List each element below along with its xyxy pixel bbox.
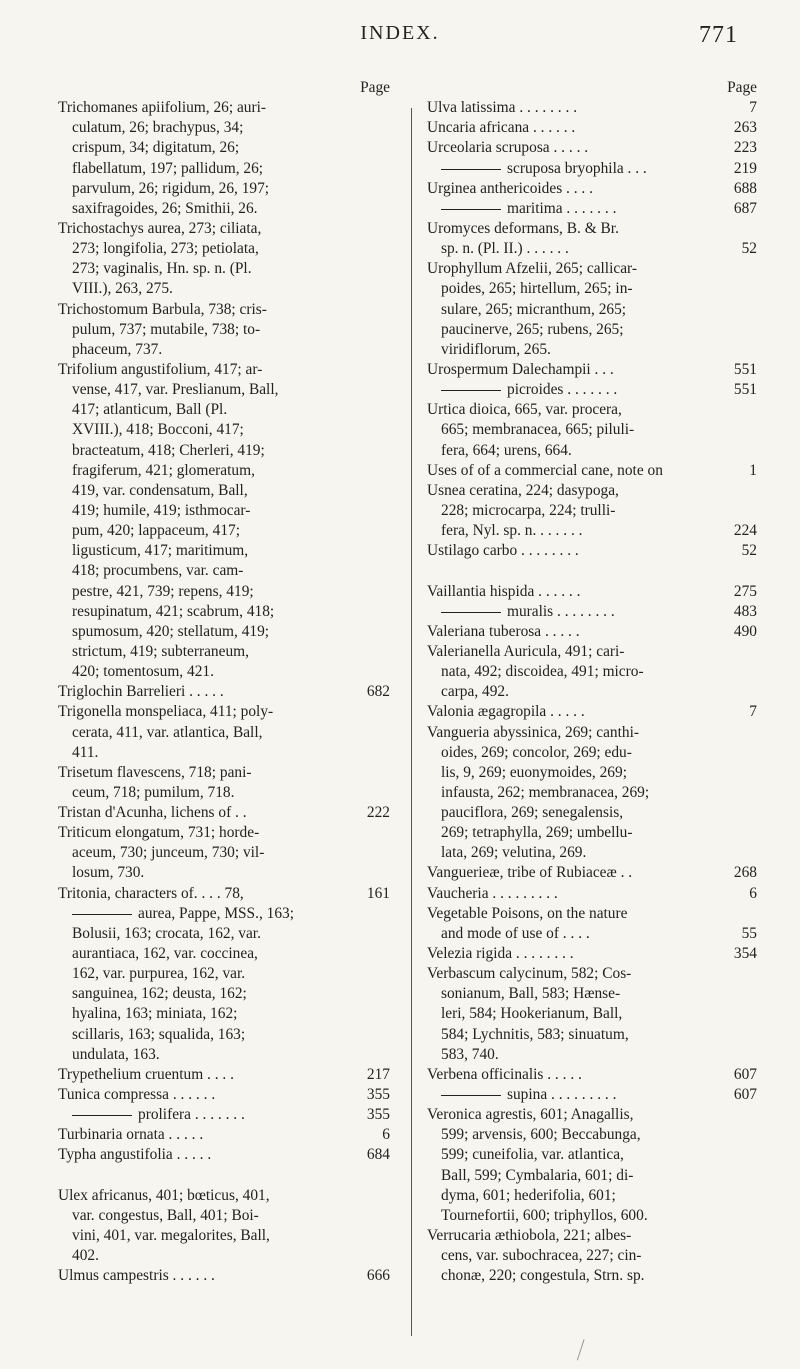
index-entry-continuation — [58, 642, 390, 662]
index-entry-continuation — [58, 159, 390, 179]
entry-page-number: 6 — [382, 1126, 390, 1144]
index-subentry — [427, 602, 757, 622]
entry-text: Valeriana tuberosa . . . . . — [427, 622, 580, 640]
index-entry-continuation — [58, 1206, 390, 1226]
index-entry — [58, 823, 390, 843]
entry-text: phaceum, 737. — [72, 340, 163, 358]
index-entry-continuation — [427, 1145, 757, 1165]
entry-page-number: 217 — [366, 1065, 390, 1083]
entry-text: lata, 269; velutina, 269. — [441, 844, 587, 862]
index-entry-continuation — [427, 662, 757, 682]
entry-page-number: 551 — [733, 360, 757, 378]
index-entry-continuation — [58, 179, 390, 199]
index-entry — [58, 1266, 390, 1286]
entry-page-number: 684 — [366, 1146, 390, 1164]
entry-page-number: 223 — [733, 139, 757, 157]
entry-text: maritima . . . . . . . — [507, 199, 617, 217]
entry-page-number: 490 — [733, 622, 757, 640]
entry-text: sulare, 265; micranthum, 265; — [441, 300, 627, 318]
index-entry-continuation — [58, 138, 390, 158]
repeat-dash — [441, 169, 501, 170]
index-entry-continuation — [58, 863, 390, 883]
entry-text: sp. n. (Pl. II.) . . . . . . — [441, 240, 569, 258]
entry-page-number: 355 — [366, 1106, 390, 1124]
entry-text: vini, 401, var. megalorites, Ball, — [72, 1227, 270, 1245]
entry-text: Ball, 599; Cymbalaria, 601; di- — [441, 1166, 634, 1184]
index-entry — [427, 219, 757, 239]
entry-text: vense, 417, var. Preslianum, Ball, — [72, 381, 279, 399]
entry-text: viridiflorum, 265. — [441, 340, 551, 358]
repeat-dash — [441, 209, 501, 210]
entry-text: parvulum, 26; rigidum, 26, 197; — [72, 179, 270, 197]
entry-text: pulum, 737; mutabile, 738; to- — [72, 320, 261, 338]
index-entry-continuation — [427, 682, 757, 702]
index-entry — [58, 763, 390, 783]
entry-text: VIII.), 263, 275. — [72, 280, 173, 298]
running-head — [0, 22, 800, 62]
entry-text: scillaris, 163; squalida, 163; — [72, 1025, 246, 1043]
entry-text: leri, 584; Hookerianum, Ball, — [441, 1005, 623, 1023]
entry-page-number: 7 — [749, 703, 757, 721]
index-entry-continuation — [427, 420, 757, 440]
index-entry-continuation — [427, 320, 757, 340]
entry-text: Verbena officinalis . . . . . — [427, 1065, 582, 1083]
entry-page-number: 52 — [741, 542, 757, 560]
index-subentry — [58, 904, 390, 924]
entry-page-number: 52 — [741, 240, 757, 258]
entry-text: Trichostachys aurea, 273; ciliata, — [58, 219, 262, 237]
page-column-heading: Page — [360, 79, 390, 96]
entry-text: 417; atlanticum, Ball (Pl. — [72, 401, 228, 419]
index-entry-continuation — [58, 984, 390, 1004]
entry-text: Verbascum calycinum, 582; Cos- — [427, 965, 632, 983]
index-entry — [427, 582, 757, 602]
entry-page-number: 483 — [733, 602, 757, 620]
index-entry-continuation — [58, 118, 390, 138]
index-entry — [427, 1105, 757, 1125]
entry-text: XVIII.), 418; Bocconi, 417; — [72, 421, 244, 439]
index-entry-continuation — [427, 279, 757, 299]
index-entry-continuation — [58, 521, 390, 541]
entry-text: Usnea ceratina, 224; dasypoga, — [427, 481, 619, 499]
entry-text: paucinerve, 265; rubens, 265; — [441, 320, 624, 338]
index-entry — [427, 481, 757, 501]
index-entry-continuation — [58, 964, 390, 984]
entry-page-number: 7 — [749, 99, 757, 117]
index-entry-continuation — [58, 481, 390, 501]
index-entry — [427, 98, 757, 118]
entry-text: 402. — [72, 1247, 99, 1265]
index-entry-continuation — [58, 461, 390, 481]
index-entry — [427, 863, 757, 883]
entry-text: Velezia rigida . . . . . . . . — [427, 945, 574, 963]
entry-text: Trisetum flavescens, 718; pani- — [58, 763, 252, 781]
entry-text: 418; procumbens, var. cam- — [72, 562, 244, 580]
entry-text: pauciflora, 269; senegalensis, — [441, 804, 624, 822]
entry-text: culatum, 26; brachypus, 34; — [72, 119, 244, 137]
entry-text: aceum, 730; junceum, 730; vil- — [72, 844, 265, 862]
entry-text: Urginea anthericoides . . . . — [427, 179, 593, 197]
entry-text: aurantiaca, 162, var. coccinea, — [72, 945, 258, 963]
repeat-dash — [72, 914, 132, 915]
index-entry — [58, 1145, 390, 1165]
entry-page-number: 551 — [733, 381, 757, 399]
entry-text: bracteatum, 418; Cherleri, 419; — [72, 441, 265, 459]
entry-text: Triglochin Barrelieri . . . . . — [58, 683, 224, 701]
index-entry-continuation — [58, 1045, 390, 1065]
index-entry — [427, 1226, 757, 1246]
index-entry-continuation — [427, 1186, 757, 1206]
index-entry-continuation — [58, 783, 390, 803]
index-entry-continuation — [427, 763, 757, 783]
entry-text: 419; humile, 419; isthmocar- — [72, 501, 251, 519]
index-entry — [58, 1125, 390, 1145]
index-entry-continuation — [58, 622, 390, 642]
index-entry-continuation — [427, 441, 757, 461]
entry-page-number: 355 — [366, 1086, 390, 1104]
index-entry-continuation — [58, 400, 390, 420]
entry-text: poides, 265; hirtellum, 265; in- — [441, 280, 633, 298]
entry-text: 273; longifolia, 273; petiolata, — [72, 240, 259, 258]
index-entry-continuation — [58, 924, 390, 944]
index-entry-continuation — [58, 723, 390, 743]
index-subentry — [427, 380, 757, 400]
page-column-heading: Page — [727, 79, 757, 96]
index-entry-continuation — [58, 1004, 390, 1024]
index-entry-continuation — [427, 1206, 757, 1226]
entry-text: sonianum, Ball, 583; Hænse- — [441, 985, 621, 1003]
entry-text: Tunica compressa . . . . . . — [58, 1086, 216, 1104]
entry-text: var. congestus, Ball, 401; Boi- — [72, 1206, 259, 1224]
index-entry-continuation — [427, 783, 757, 803]
index-entry-continuation — [58, 501, 390, 521]
index-entry — [58, 98, 390, 118]
entry-text: Ulva latissima . . . . . . . . — [427, 99, 578, 117]
entry-text: Tournefortii, 600; triphyllos, 600. — [441, 1206, 648, 1224]
index-entry — [427, 702, 757, 722]
index-entry-continuation — [58, 1025, 390, 1045]
entry-text: spumosum, 420; stellatum, 419; — [72, 622, 270, 640]
index-entry-continuation — [427, 803, 757, 823]
index-subentry — [427, 159, 757, 179]
index-entry-continuation — [58, 380, 390, 400]
entry-text: Tritonia, characters of. . . . 78, — [58, 884, 244, 902]
index-entry-continuation — [427, 743, 757, 763]
entry-text: flabellatum, 197; pallidum, 26; — [72, 159, 264, 177]
index-entry-continuation — [58, 441, 390, 461]
index-entry-continuation — [427, 1025, 757, 1045]
index-entry-continuation — [427, 1004, 757, 1024]
entry-text: oides, 269; concolor, 269; edu- — [441, 743, 632, 761]
index-entry — [58, 219, 390, 239]
entry-text: 411. — [72, 743, 99, 761]
index-entry-continuation — [427, 823, 757, 843]
entry-text: Typha angustifolia . . . . . — [58, 1146, 212, 1164]
entry-page-number: 6 — [749, 884, 757, 902]
index-entry — [427, 642, 757, 662]
index-entry — [58, 1085, 390, 1105]
index-entry — [58, 1186, 390, 1206]
running-head-title: INDEX. — [360, 22, 440, 44]
index-entry-continuation — [58, 1226, 390, 1246]
entry-page-number: 682 — [366, 683, 390, 701]
index-entry — [427, 541, 757, 561]
entry-text: 584; Lychnitis, 583; sinuatum, — [441, 1025, 629, 1043]
entry-page-number: 666 — [366, 1267, 390, 1285]
index-subentry — [427, 199, 757, 219]
repeat-dash — [441, 612, 501, 613]
entry-page-number: 1 — [749, 461, 757, 479]
entry-text: infausta, 262; membranacea, 269; — [441, 783, 650, 801]
column-divider — [411, 108, 412, 1336]
repeat-dash — [72, 1115, 132, 1116]
index-entry — [427, 360, 757, 380]
index-entry-continuation — [427, 1266, 757, 1286]
entry-text: Triticum elongatum, 731; horde- — [58, 824, 260, 842]
entry-page-number: 55 — [741, 924, 757, 942]
entry-text: 665; membranacea, 665; piluli- — [441, 421, 635, 439]
index-entry — [427, 884, 757, 904]
entry-text: Tristan d'Acunha, lichens of . . — [58, 804, 247, 822]
index-entry-continuation — [427, 984, 757, 1004]
entry-text: aurea, Pappe, MSS., 163; — [138, 904, 295, 922]
section-gap — [427, 561, 757, 581]
index-entry-continuation — [58, 320, 390, 340]
index-entry-continuation — [427, 300, 757, 320]
index-entry-continuation — [58, 239, 390, 259]
entry-text: hyalina, 163; miniata, 162; — [72, 1005, 238, 1023]
index-entry-continuation — [427, 239, 757, 259]
entry-page-number: 354 — [733, 945, 757, 963]
index-entry-continuation — [427, 501, 757, 521]
entry-text: 273; vaginalis, Hn. sp. n. (Pl. — [72, 260, 252, 278]
index-entry-continuation — [58, 944, 390, 964]
entry-page-number: 687 — [733, 199, 757, 217]
index-entry-continuation — [58, 340, 390, 360]
index-entry — [427, 179, 757, 199]
entry-text: Verrucaria æthiobola, 221; albes- — [427, 1227, 632, 1245]
index-entry-continuation — [427, 843, 757, 863]
index-entry-continuation — [427, 521, 757, 541]
index-entries-left — [58, 98, 390, 1286]
entry-text: Ustilago carbo . . . . . . . . — [427, 542, 579, 560]
index-entry-continuation — [427, 1166, 757, 1186]
index-entry — [58, 702, 390, 722]
index-entry-continuation — [58, 561, 390, 581]
entry-text: dyma, 601; hederifolia, 601; — [441, 1186, 616, 1204]
index-entry-continuation — [58, 279, 390, 299]
entry-text: and mode of use of . . . . — [441, 924, 590, 942]
index-column-right — [427, 78, 757, 1286]
repeat-dash — [441, 390, 501, 391]
entry-text: lis, 9, 269; euonymoides, 269; — [441, 763, 627, 781]
index-entry — [427, 622, 757, 642]
index-entry-continuation — [427, 924, 757, 944]
index-entry — [427, 400, 757, 420]
entry-text: 228; microcarpa, 224; trulli- — [441, 501, 616, 519]
entry-text: 162, var. purpurea, 162, var. — [72, 965, 246, 983]
entry-text: ceum, 718; pumilum, 718. — [72, 783, 235, 801]
entry-text: Urospermum Dalechampii . . . — [427, 360, 614, 378]
entry-page-number: 688 — [733, 179, 757, 197]
index-entry-continuation — [58, 541, 390, 561]
entry-page-number: 219 — [733, 159, 757, 177]
entry-text: pum, 420; lappaceum, 417; — [72, 522, 240, 540]
entry-text: 599; arvensis, 600; Beccabunga, — [441, 1126, 641, 1144]
entry-text: Ulex africanus, 401; bœticus, 401, — [58, 1186, 270, 1204]
index-entry — [427, 723, 757, 743]
entry-text: undulata, 163. — [72, 1045, 160, 1063]
entry-text: Uses of of a commercial cane, note on — [427, 461, 663, 479]
entry-text: 269; tetraphylla, 269; umbellu- — [441, 824, 633, 842]
entry-text: Urceolaria scruposa . . . . . — [427, 139, 589, 157]
entry-text: 599; cuneifolia, var. atlantica, — [441, 1146, 624, 1164]
entry-text: 583, 740. — [441, 1045, 499, 1063]
entry-text: chonæ, 220; congestula, Strn. sp. — [441, 1267, 645, 1285]
entry-text: Trigonella monspeliaca, 411; poly- — [58, 703, 274, 721]
index-entry — [58, 884, 390, 904]
index-subentry — [427, 1085, 757, 1105]
index-entry — [427, 904, 757, 924]
entry-text: Trypethelium cruentum . . . . — [58, 1065, 234, 1083]
entry-text: strictum, 419; subterraneum, — [72, 642, 249, 660]
entry-text: prolifera . . . . . . . — [138, 1106, 245, 1124]
index-entry — [427, 944, 757, 964]
entry-text: 420; tomentosum, 421. — [72, 663, 214, 681]
repeat-dash — [441, 1095, 501, 1096]
index-entry-continuation — [58, 582, 390, 602]
entry-text: nata, 492; discoidea, 491; micro- — [441, 663, 644, 681]
entry-page-number: 607 — [733, 1086, 757, 1104]
index-entry — [58, 682, 390, 702]
index-entries-right — [427, 98, 757, 1286]
entry-text: pestre, 421, 739; repens, 419; — [72, 582, 254, 600]
entry-page-number: 263 — [733, 119, 757, 137]
index-entry — [427, 138, 757, 158]
entry-text: muralis . . . . . . . . — [507, 602, 615, 620]
index-entry-continuation — [58, 1246, 390, 1266]
entry-text: fera, 664; urens, 664. — [441, 441, 572, 459]
entry-text: Bolusii, 163; crocata, 162, var. — [72, 924, 261, 942]
entry-text: Urtica dioica, 665, var. procera, — [427, 401, 622, 419]
entry-text: cerata, 411, var. atlantica, Ball, — [72, 723, 263, 741]
entry-text: Vegetable Poisons, on the nature — [427, 904, 628, 922]
entry-text: cens, var. subochracea, 227; cin- — [441, 1247, 642, 1265]
index-entry-continuation — [427, 340, 757, 360]
entry-text: Valonia ægagropila . . . . . — [427, 703, 585, 721]
entry-text: Valerianella Auricula, 491; cari- — [427, 642, 625, 660]
entry-text: Vangueria abyssinica, 269; canthi- — [427, 723, 639, 741]
index-entry — [427, 1065, 757, 1085]
index-column-left — [58, 78, 390, 1286]
entry-page-number: 224 — [733, 522, 757, 540]
index-entry-continuation — [58, 743, 390, 763]
entry-text: supina . . . . . . . . . — [507, 1086, 617, 1104]
index-subentry — [58, 1105, 390, 1125]
index-entry — [427, 118, 757, 138]
index-entry-continuation — [58, 199, 390, 219]
index-entry — [58, 803, 390, 823]
index-entry-continuation — [58, 602, 390, 622]
entry-page-number: 222 — [366, 804, 390, 822]
index-entry — [427, 259, 757, 279]
index-entry-continuation — [58, 259, 390, 279]
entry-text: picroides . . . . . . . — [507, 381, 618, 399]
pencil-mark — [577, 1339, 592, 1363]
entry-text: Trichomanes apiifolium, 26; auri- — [58, 99, 267, 117]
entry-text: Turbinaria ornata . . . . . — [58, 1126, 204, 1144]
entry-text: saxifragoides, 26; Smithii, 26. — [72, 199, 258, 217]
entry-page-number: 161 — [366, 884, 390, 902]
entry-text: Uromyces deformans, B. & Br. — [427, 219, 619, 237]
index-entry — [58, 360, 390, 380]
entry-text: Veronica agrestis, 601; Anagallis, — [427, 1106, 634, 1124]
index-entry-continuation — [58, 420, 390, 440]
entry-page-number: 275 — [733, 582, 757, 600]
index-entry-continuation — [58, 662, 390, 682]
index-entry — [427, 964, 757, 984]
index-entry — [58, 1065, 390, 1085]
index-entry-continuation — [58, 843, 390, 863]
index-entry — [58, 300, 390, 320]
entry-text: ligusticum, 417; maritimum, — [72, 542, 249, 560]
entry-text: fragiferum, 421; glomeratum, — [72, 461, 255, 479]
entry-text: losum, 730. — [72, 864, 145, 882]
entry-text: Urophyllum Afzelii, 265; callicar- — [427, 260, 637, 278]
entry-page-number: 607 — [733, 1065, 757, 1083]
entry-text: fera, Nyl. sp. n. . . . . . . — [441, 522, 583, 540]
entry-text: Trichostomum Barbula, 738; cris- — [58, 300, 267, 318]
entry-text: Vanguerieæ, tribe of Rubiaceæ . . — [427, 864, 633, 882]
index-entry-continuation — [427, 1045, 757, 1065]
entry-text: Uncaria africana . . . . . . — [427, 119, 576, 137]
index-entry-continuation — [427, 1246, 757, 1266]
entry-page-number: 268 — [733, 864, 757, 882]
section-gap — [58, 1166, 390, 1186]
entry-text: 419, var. condensatum, Ball, — [72, 481, 248, 499]
entry-text: Vaillantia hispida . . . . . . — [427, 582, 581, 600]
page-number: 771 — [699, 22, 738, 48]
entry-text: Trifolium angustifolium, 417; ar- — [58, 360, 263, 378]
entry-text: scruposa bryophila . . . — [507, 159, 647, 177]
index-entry — [427, 461, 757, 481]
entry-text: resupinatum, 421; scabrum, 418; — [72, 602, 275, 620]
entry-text: sanguinea, 162; deusta, 162; — [72, 985, 247, 1003]
entry-text: carpa, 492. — [441, 683, 509, 701]
entry-text: Ulmus campestris . . . . . . — [58, 1267, 215, 1285]
entry-text: Vaucheria . . . . . . . . . — [427, 884, 558, 902]
entry-text: crispum, 34; digitatum, 26; — [72, 139, 240, 157]
index-entry-continuation — [427, 1125, 757, 1145]
